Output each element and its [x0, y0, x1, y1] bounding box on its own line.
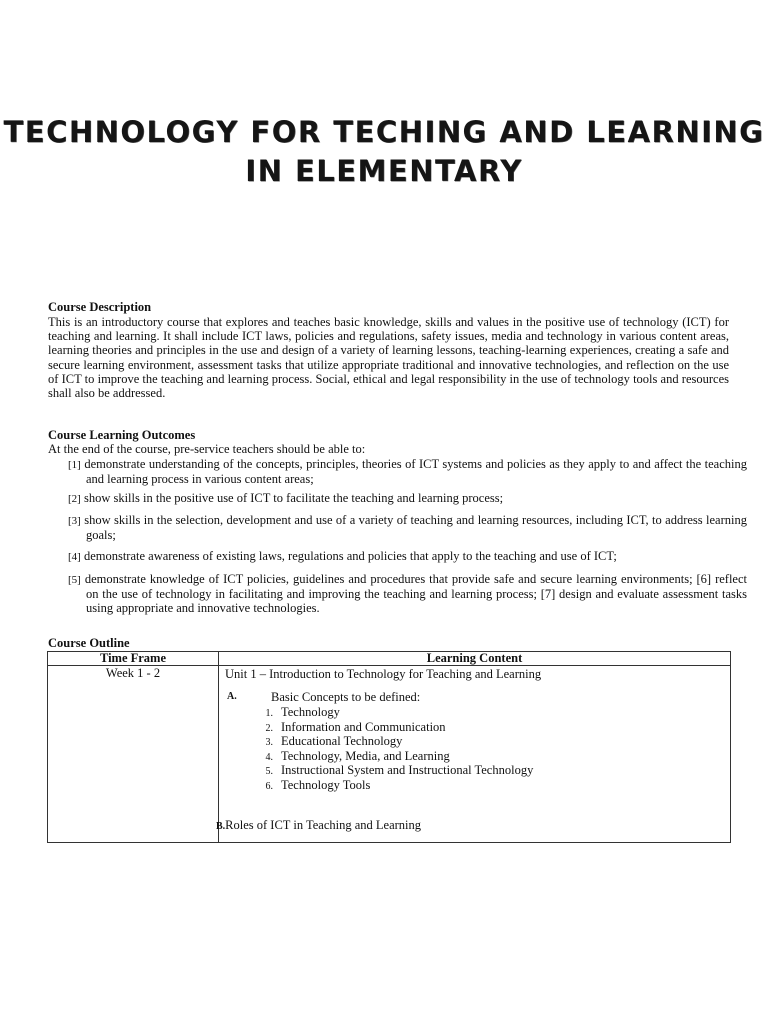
- learning-content-cell: [216, 666, 731, 843]
- time-frame-value: Week 1 - 2: [105, 666, 161, 680]
- outcome-text: show skills in the selection, development and use of a variety of teaching and learning resources, including ICT, to address learning goals;: [84, 513, 747, 543]
- outcome-item: [68, 491, 747, 506]
- list-item-text: Technology, Media, and Learning: [281, 748, 450, 763]
- outcome-text: demonstrate awareness of existing laws, regulations and policies that apply to the teaching and use of ICT;: [83, 549, 617, 563]
- outcome-item: [68, 513, 747, 542]
- list-item-text: Instructional System and Instructional Technology: [281, 763, 534, 777]
- outcome-text: demonstrate knowledge of ICT policies, guidelines and procedures that provide safe and secure learning environments; [6] reflect on the use of technology in facilitating and improving the teaching and learning process; [7] design and evaluate assessment tasks using appropriate and innovative technologies.: [84, 572, 747, 616]
- subsection-b-label: Roles of ICT in Teaching and Learning: [225, 818, 422, 832]
- outcome-number: [3]: [68, 515, 81, 527]
- learning-outcomes-intro: At the end of the course, pre-service teachers should be able to:: [48, 442, 366, 456]
- course-outline-table: [47, 651, 731, 843]
- unit-title: Unit 1 – Introduction to Technology for Teaching and Learning: [225, 667, 542, 681]
- subsection-a-label: Basic Concepts to be defined:: [271, 690, 421, 704]
- course-outline-heading: Course Outline: [48, 636, 130, 650]
- column-header-time-frame: Time Frame: [48, 652, 219, 666]
- list-item: [249, 720, 533, 735]
- list-item-number: 2.: [265, 722, 273, 734]
- list-item-text: Technology Tools: [281, 777, 371, 792]
- concept-list: [249, 705, 533, 792]
- outcome-number: [2]: [68, 493, 81, 505]
- list-item: [249, 749, 533, 764]
- table-row: [48, 666, 731, 843]
- outcome-item: [68, 549, 747, 564]
- list-item-number: 3.: [265, 737, 273, 748]
- document-title-line-1: TECHNOLOGY FOR TECHING AND LEARNING: [3, 115, 765, 149]
- list-item-text: Educational Technology: [281, 734, 403, 748]
- list-item: [249, 778, 533, 793]
- list-item: [249, 734, 533, 749]
- course-description-heading: Course Description: [48, 300, 152, 314]
- learning-outcomes-heading: Course Learning Outcomes: [48, 428, 196, 442]
- outcome-item: [68, 572, 747, 616]
- time-frame-cell: [48, 666, 219, 843]
- course-description-text: This is an introductory course that explores and teaches basic knowledge, skills and values in the positive use of technology (ICT) for teaching and learning. It shall include ICT laws, policies and regulations, safety issues, media and technology in various content areas, learning theories and principles in the use and design of a variety of learning lessons, teaching-learning experiences, creating a safe and secure learning environment, assessment tasks that utilize appropriate traditional and innovative technologies, and reflection on the use of ICT to improve the teaching and learning process. Social, ethical and legal responsibility in the use of technology tools and resources shall also be addressed.: [48, 315, 729, 401]
- outcome-text: demonstrate understanding of the concepts, principles, theories of ICT systems and policies as they apply to and affect the teaching and learning process in various content areas;: [84, 457, 748, 487]
- list-item-number: 4.: [265, 751, 273, 763]
- column-header-learning-content: Learning Content: [219, 652, 731, 666]
- subsection-a-letter: A.: [227, 691, 237, 702]
- list-item-text: Information and Communication: [281, 719, 446, 734]
- list-item: [249, 705, 533, 720]
- list-item: [249, 763, 533, 778]
- outcome-number: [1]: [68, 459, 81, 471]
- outcome-text: show skills in the positive use of ICT to facilitate the teaching and learning process;: [83, 491, 504, 505]
- list-item-number: 6.: [265, 780, 273, 792]
- subsection-b: [216, 818, 421, 833]
- list-item-text: Technology: [281, 705, 340, 719]
- document-title-line-2: IN ELEMENTARY: [245, 154, 523, 188]
- table-header-row: [48, 652, 731, 666]
- outcome-number: [5]: [68, 574, 81, 586]
- list-item-number: 1.: [265, 708, 273, 719]
- outcome-number: [4]: [68, 551, 81, 563]
- subsection-b-letter: B.: [216, 821, 226, 832]
- outcome-item: [68, 457, 747, 486]
- list-item-number: 5.: [265, 766, 273, 777]
